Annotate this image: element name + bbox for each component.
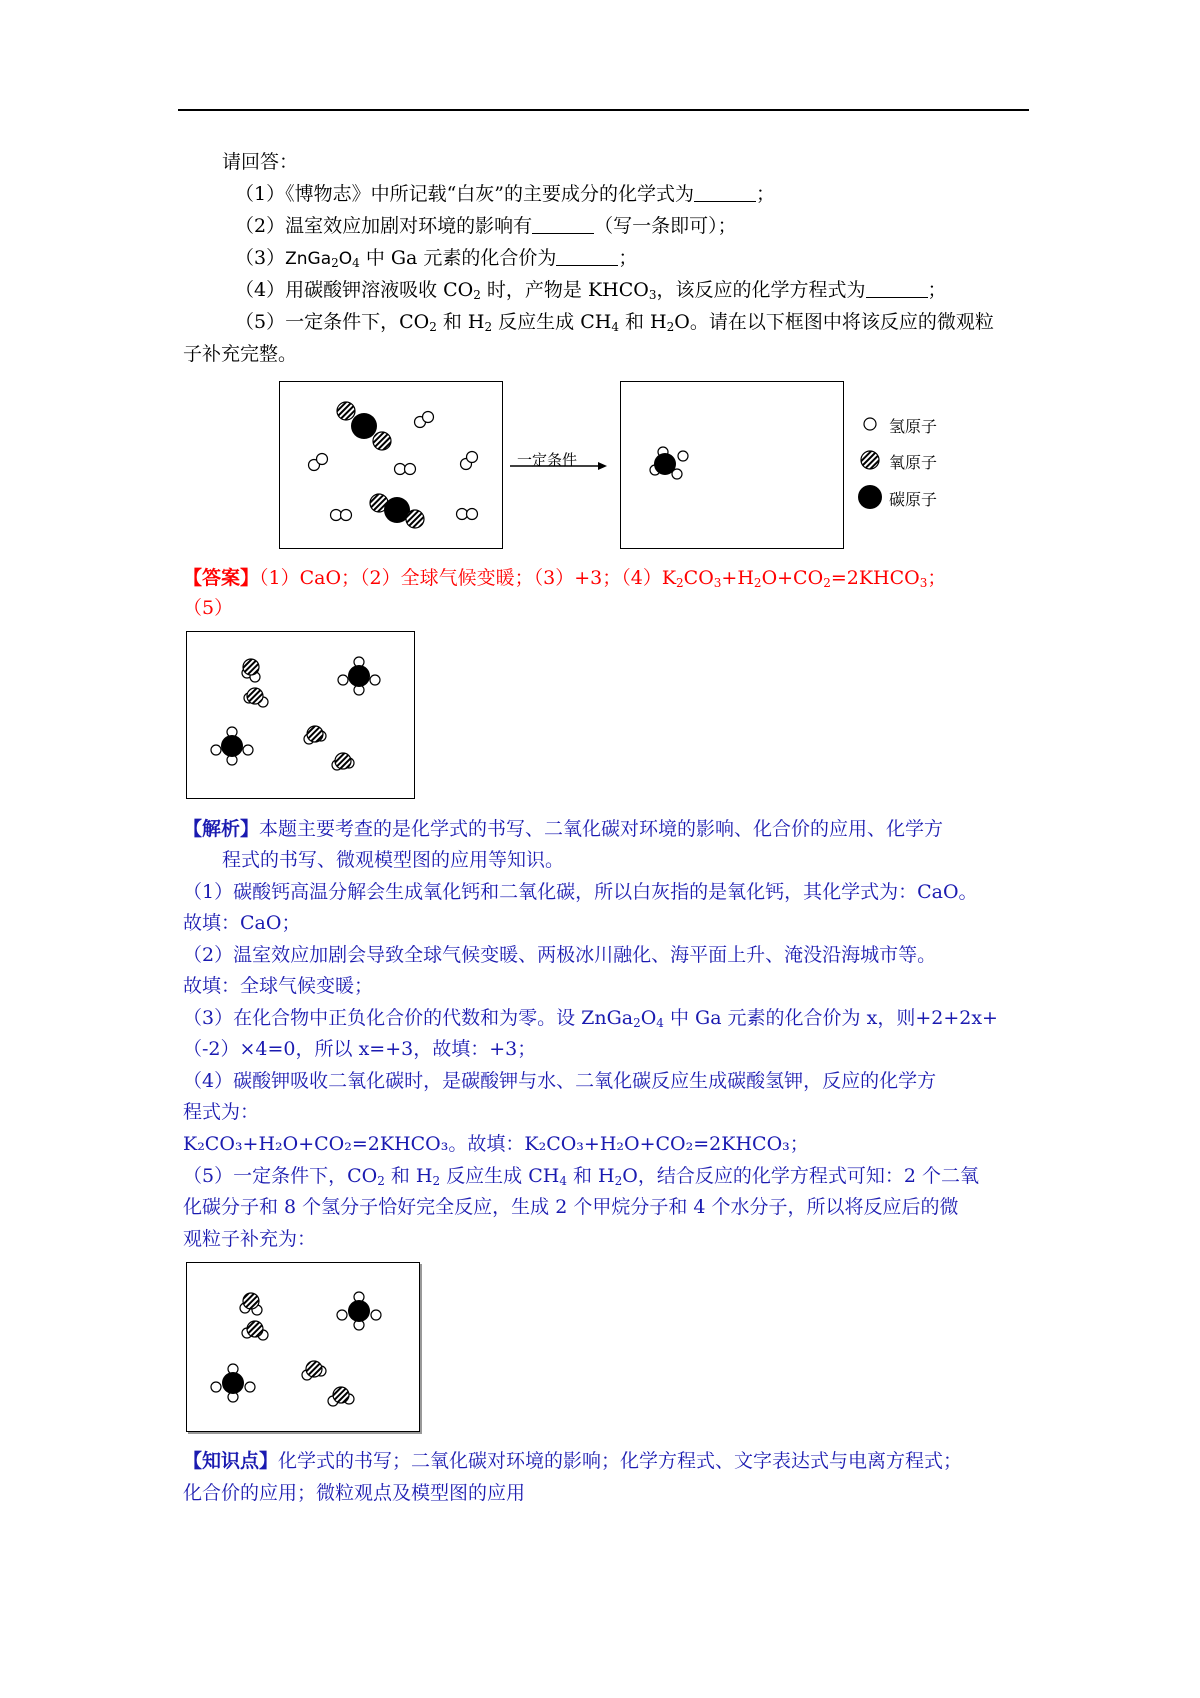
question-5: （5）一定条件下，$CO_2$ 和 $H_2$ 反应生成 $CH_4$ 和 $H_2O$。请在以下框图中将该反应的微观粒 xyxy=(235,311,994,334)
analysis-line-13: 化碳分子和 8 个氢分子恰好完全反应，生成 2 个甲烷分子和 4 个水分子，所以将反应后的微 xyxy=(183,1196,959,1218)
knowledge-tag: 【知识点】 xyxy=(183,1450,279,1472)
analysis-line-10: 程式为： xyxy=(183,1101,260,1123)
answer-molecules xyxy=(187,632,414,798)
answer-blank xyxy=(532,213,594,234)
analysis-line-2: 程式的书写、微观模型图的应用等知识。 xyxy=(222,849,565,871)
analysis-line-14: 观粒子补充为： xyxy=(183,1228,317,1250)
analysis-line-9: （4）碳酸钾吸收二氧化碳时，是碳酸钾与水、二氧化碳反应生成碳酸氢钾，反应的化学方 xyxy=(183,1070,937,1092)
analysis-molecules xyxy=(187,1263,419,1431)
analysis-line-3: （1）碳酸钙高温分解会生成氧化钙和二氧化碳，所以白灰指的是氧化钙，其化学式为：CaO。 xyxy=(183,881,978,903)
analysis-line-6: 故填：全球气候变暖； xyxy=(183,975,374,997)
legend-hydrogen: 氢原子 xyxy=(889,417,938,436)
analysis-line-7: （3）在化合物中正负化合价的代数和为零。设 $ZnGa_2O_4$ 中 Ga 元素的化合价为 x，则+2+2x+ xyxy=(183,1007,998,1030)
analysis-diagram xyxy=(186,1262,420,1432)
analysis-tag: 【解析】 xyxy=(183,818,260,840)
analysis-line-12: （5）一定条件下，$CO_2$ 和 $H_2$ 反应生成 $CH_4$ 和 $H_2O$，结合反应的化学方程式可知：2 个二氧 xyxy=(183,1165,979,1188)
question-2: （2）温室效应加剧对环境的影响有 （写一条即可）； xyxy=(235,215,737,237)
reactant-molecules xyxy=(280,382,502,548)
question-intro: 请回答： xyxy=(222,151,299,173)
header-rule xyxy=(178,109,1029,111)
answer-part5: （5） xyxy=(183,597,234,619)
legend-icons xyxy=(858,412,888,512)
analysis-line-4: 故填：CaO； xyxy=(183,912,301,934)
answer-blank xyxy=(694,181,756,202)
analysis-line-1: 【解析】本题主要考查的是化学式的书写、二氧化碳对环境的影响、化合价的应用、化学方 xyxy=(183,818,944,840)
legend-carbon: 碳原子 xyxy=(889,490,938,509)
answer-tag: 【答案】 xyxy=(183,567,260,589)
analysis-line-11: K₂CO₃+H₂O+CO₂=2KHCO₃。故填：K₂CO₃+H₂O+CO₂=2KHCO₃； xyxy=(183,1133,809,1155)
arrow-label: 一定条件 xyxy=(517,451,578,469)
analysis-line-5: （2）温室效应加剧会导致全球气候变暖、两极冰川融化、海平面上升、淹没沿海城市等。 xyxy=(183,944,937,966)
answer-line: 【答案】（1）CaO；（2）全球气候变暖；（3）+3；$(4)K_2CO_3+H_2O+CO_2=2KHCO_3$； xyxy=(183,567,947,590)
answer-diagram xyxy=(186,631,415,799)
answer-blank xyxy=(866,277,928,298)
analysis-line-8: （-2）×4=0，所以 x=+3，故填：+3； xyxy=(183,1038,537,1060)
legend-oxygen: 氧原子 xyxy=(889,453,938,472)
question-4: （4）用碳酸钾溶液吸收 $CO_2$ 时，产物是 $KHCO_3$，该反应的化学方程式为 ； xyxy=(235,279,947,302)
question-1: （1）《博物志》中所记载“白灰”的主要成分的化学式为 ； xyxy=(235,183,776,205)
knowledge-line-1: 【知识点】化学式的书写；二氧化碳对环境的影响；化学方程式、文字表达式与电离方程式； xyxy=(183,1450,963,1472)
reactants-box xyxy=(279,381,503,549)
product-molecules xyxy=(621,382,843,548)
question-5-line2: 子补充完整。 xyxy=(183,343,298,365)
products-box xyxy=(620,381,844,549)
knowledge-line-2: 化合价的应用；微粒观点及模型图的应用 xyxy=(183,1482,526,1504)
question-3: $(3)ZnGa_2O_4$ 中 Ga 元素的化合价为 ； xyxy=(235,247,638,270)
answer-blank xyxy=(556,245,618,266)
